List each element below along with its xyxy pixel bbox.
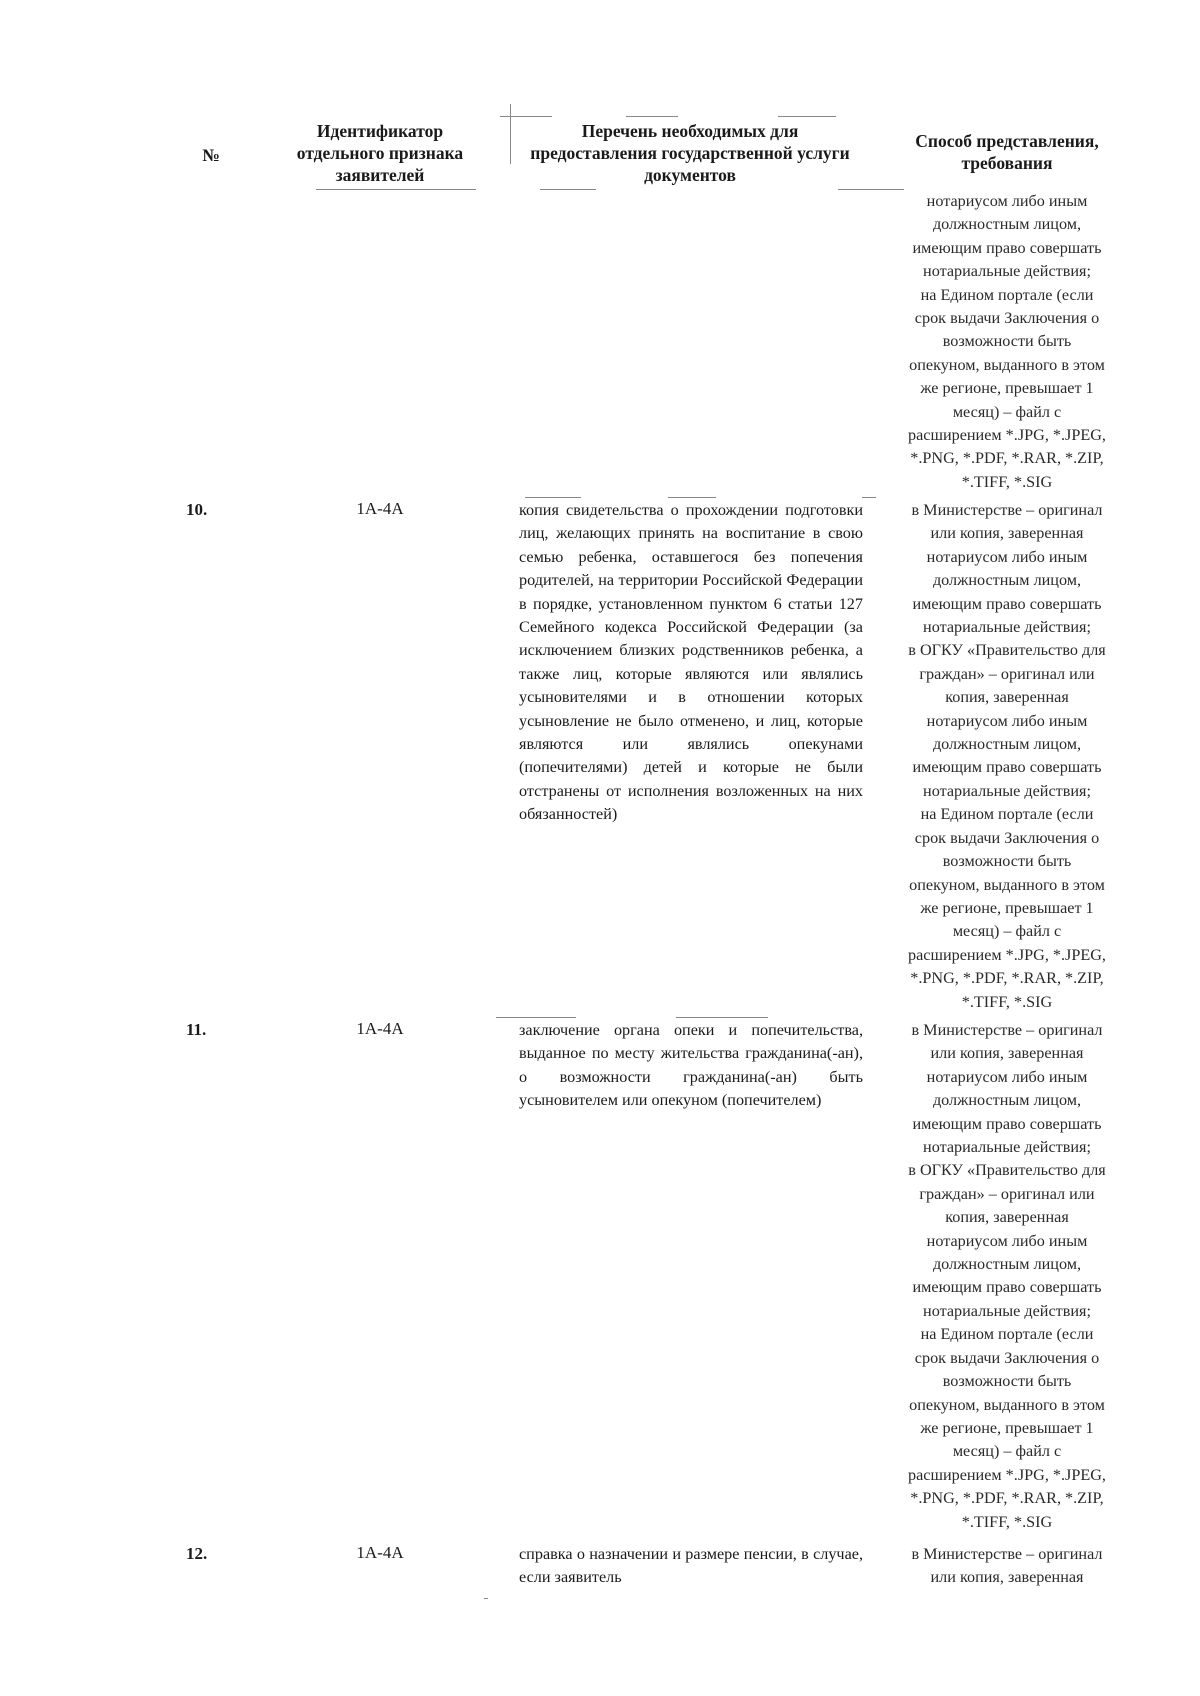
scan-artifact [525, 497, 581, 498]
row-document: копия свидетельства о прохождении подготовки лиц, желающих принять на воспитание в свою семью ребенка, оставшегося без попечения родителей, на территории Российской Федерации в порядке, установленном пунктом 6 статьи 127 Семейного кодекса Российской Федерации (за исключением близких родственников ребенка, а также лиц, которые являются или являлись усыновителями и в отношении которых усыновление не было отменено, и лиц, которые являются или являлись опекунами (попечителями) детей и которые не были отстранены от исполнения возложенных на них обязанностей) [519, 501, 863, 824]
header-submission-method: Способ представления, требования [915, 131, 1099, 173]
scan-artifact [626, 116, 678, 117]
header-number: № [202, 145, 220, 165]
scan-artifact [510, 104, 511, 164]
row-number: 12. [186, 1544, 208, 1563]
row-number: 11. [186, 1020, 207, 1039]
row-number: 10. [186, 500, 208, 519]
method-continuation: нотариусом либо иным должностным лицом, имеющим право совершать нотариальные действия; на Едином портале (если срок выдачи Заключения о возможности быть опекуном, выданного в этом же регионе, превышает 1 месяц) – файл с расширением *.JPG, *.JPEG, *.PNG, *.PDF, *.RAR, *.ZIP, *.TIFF, *.SIG [908, 192, 1106, 491]
row-document: справка о назначении и размере пенсии, в случае, если заявитель [519, 1545, 863, 1587]
scan-artifact [778, 116, 836, 117]
header-documents: Перечень необходимых для предоставления государственной услуги документов [530, 121, 850, 185]
scan-artifact [496, 1017, 576, 1018]
row-method: в Министерстве – оригинал или копия, заверенная нотариусом либо иным должностным лицом, имеющим право совершать нотариальные действия; в ОГКУ «Правительство для граждан» – оригинал или копия, заверенная нотариусом либо иным должностным лицом, имеющим право совершать нотариальные действия; на Едином портале (если срок выдачи Заключения о возможности быть опекуном, выданного в этом же регионе, превышает 1 месяц) – файл с расширением *.JPG, *.JPEG, *.PNG, *.PDF, *.RAR, *.ZIP, *.TIFF, *.SIG [908, 501, 1106, 1011]
header-identifier: Идентификатор отдельного признака заявителей [296, 121, 464, 185]
scan-artifact [540, 189, 596, 190]
row-identifier: 1А-4А [356, 1019, 404, 1038]
row-identifier: 1А-4А [356, 1543, 404, 1562]
row-document: заключение органа опеки и попечительства, выданное по месту жительства гражданина(-ан), о возможности гражданина(-ан) быть усыновителем или опекуном (попечителем) [519, 1021, 863, 1110]
row-method: в Министерстве – оригинал или копия, заверенная [911, 1545, 1103, 1587]
scan-artifact [676, 1017, 768, 1018]
scan-artifact [862, 497, 876, 498]
scan-artifact [500, 116, 552, 117]
scan-artifact [484, 1598, 488, 1599]
scan-artifact [668, 497, 716, 498]
scan-artifact [316, 189, 476, 190]
row-identifier: 1А-4А [356, 499, 404, 518]
row-method: в Министерстве – оригинал или копия, заверенная нотариусом либо иным должностным лицом, имеющим право совершать нотариальные действия; в ОГКУ «Правительство для граждан» – оригинал или копия, заверенная нотариусом либо иным должностным лицом, имеющим право совершать нотариальные действия; на Едином портале (если срок выдачи Заключения о возможности быть опекуном, выданного в этом же регионе, превышает 1 месяц) – файл с расширением *.JPG, *.JPEG, *.PNG, *.PDF, *.RAR, *.ZIP, *.TIFF, *.SIG [908, 1021, 1106, 1531]
